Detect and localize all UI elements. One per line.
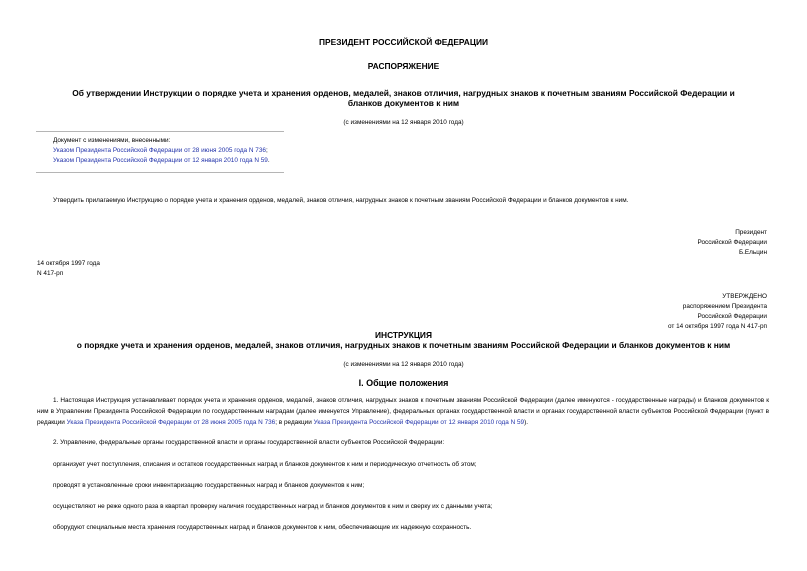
paragraph-1-text: 1. Настоящая Инструкция устанавливает порядок учета и хранения орденов, медалей, знаков отличия, нагрудных знаков к почетным званиям Российской Федерации (далее именуются - государственные награды) и бланков документов к ним в Управлении Президента Российской Федерации по государственным наградам (далее именуется Управление), федеральных органах государственной власти и органах государственной власти субъектов Российской Федерации (пункт в редакции bbox=[37, 397, 769, 426]
list-item: оборудуют специальные места хранения государственных наград и бланков документов к ним, обеспечивающие их надежную сохранность. bbox=[53, 524, 472, 531]
paragraph-1-end: ). bbox=[524, 419, 529, 426]
document-number: N 417-рп bbox=[37, 270, 64, 277]
signature-name: Б.Ельцин bbox=[738, 249, 767, 256]
changes-box-entry-1 bbox=[53, 146, 268, 155]
changes-box-top-rule bbox=[36, 131, 284, 132]
document-date: 14 октября 1997 года bbox=[37, 260, 100, 267]
amendment-link-2010[interactable]: Указом Президента Российской Федерации от 12 января 2010 года N 59 bbox=[53, 157, 268, 164]
signature-title: Президент bbox=[735, 229, 767, 236]
document-type-heading: РАСПОРЯЖЕНИЕ bbox=[367, 61, 440, 71]
authority-heading: ПРЕЗИДЕНТ РОССИЙСКОЙ ФЕДЕРАЦИИ bbox=[319, 37, 488, 47]
list-item: проводят в установленные сроки инвентаризацию государственных наград и бланков документов к ним; bbox=[53, 482, 365, 489]
approve-paragraph: Утвердить прилагаемую Инструкцию о порядке учета и хранения орденов, медалей, знаков отличия, нагрудных знаков к почетным званиям Российской Федерации и бланков документов к ним. bbox=[53, 197, 629, 204]
separator: . bbox=[267, 157, 270, 164]
document-title-line1: Об утверждении Инструкции о порядке учета и хранения орденов, медалей, знаков отличия, нагрудных знаков к почетным званиям Российской Федерации и bbox=[72, 88, 735, 98]
approved-stamp: УТВЕРЖДЕНО bbox=[722, 293, 767, 300]
list-item: организует учет поступления, списания и остатков государственных наград и бланков документов к ним и периодическую отчетность об этом; bbox=[53, 461, 477, 468]
signature-country: Российской Федерации bbox=[697, 239, 767, 246]
paragraph-1-mid: ; в редакции bbox=[275, 419, 314, 426]
paragraph-1-link-2010[interactable]: Указа Президента Российской Федерации от 12 января 2010 года N 59 bbox=[313, 419, 525, 426]
paragraph-1-link-2005[interactable]: Указа Президента Российской Федерации от 28 июня 2005 года N 736 bbox=[66, 419, 276, 426]
list-item: осуществляют не реже одного раза в квартал проверку наличия государственных наград и бланков документов к ним и сверку их с данными учета; bbox=[53, 503, 493, 510]
paragraph-2: 2. Управление, федеральные органы государственной власти и органы государственной власти субъектов Российской Федерации: bbox=[53, 439, 445, 446]
instruction-amendment-note: (с изменениями на 12 января 2010 года) bbox=[343, 361, 464, 368]
changes-box-heading: Документ с изменениями, внесенными: bbox=[53, 137, 171, 144]
approved-by: распоряжением Президента bbox=[682, 303, 767, 310]
instruction-subtitle: о порядке учета и хранения орденов, медалей, знаков отличия, нагрудных знаков к почетным званиям Российской Федерации и бланков документов к ним bbox=[76, 340, 731, 350]
document-title-line2: бланков документов к ним bbox=[347, 98, 460, 108]
amendment-link-2005[interactable]: Указом Президента Российской Федерации от 28 июня 2005 года N 736 bbox=[53, 147, 266, 154]
changes-box-bottom-rule bbox=[36, 172, 284, 173]
approved-date: от 14 октября 1997 года N 417-рп bbox=[667, 323, 767, 330]
amendment-note: (с изменениями на 12 января 2010 года) bbox=[343, 119, 464, 126]
approved-country: Российской Федерации bbox=[697, 313, 767, 320]
changes-box-entry-2 bbox=[53, 156, 270, 165]
separator: ; bbox=[265, 147, 268, 154]
section-title: I. Общие положения bbox=[358, 378, 449, 388]
instruction-title: ИНСТРУКЦИЯ bbox=[375, 330, 432, 340]
paragraph-1 bbox=[37, 395, 769, 428]
